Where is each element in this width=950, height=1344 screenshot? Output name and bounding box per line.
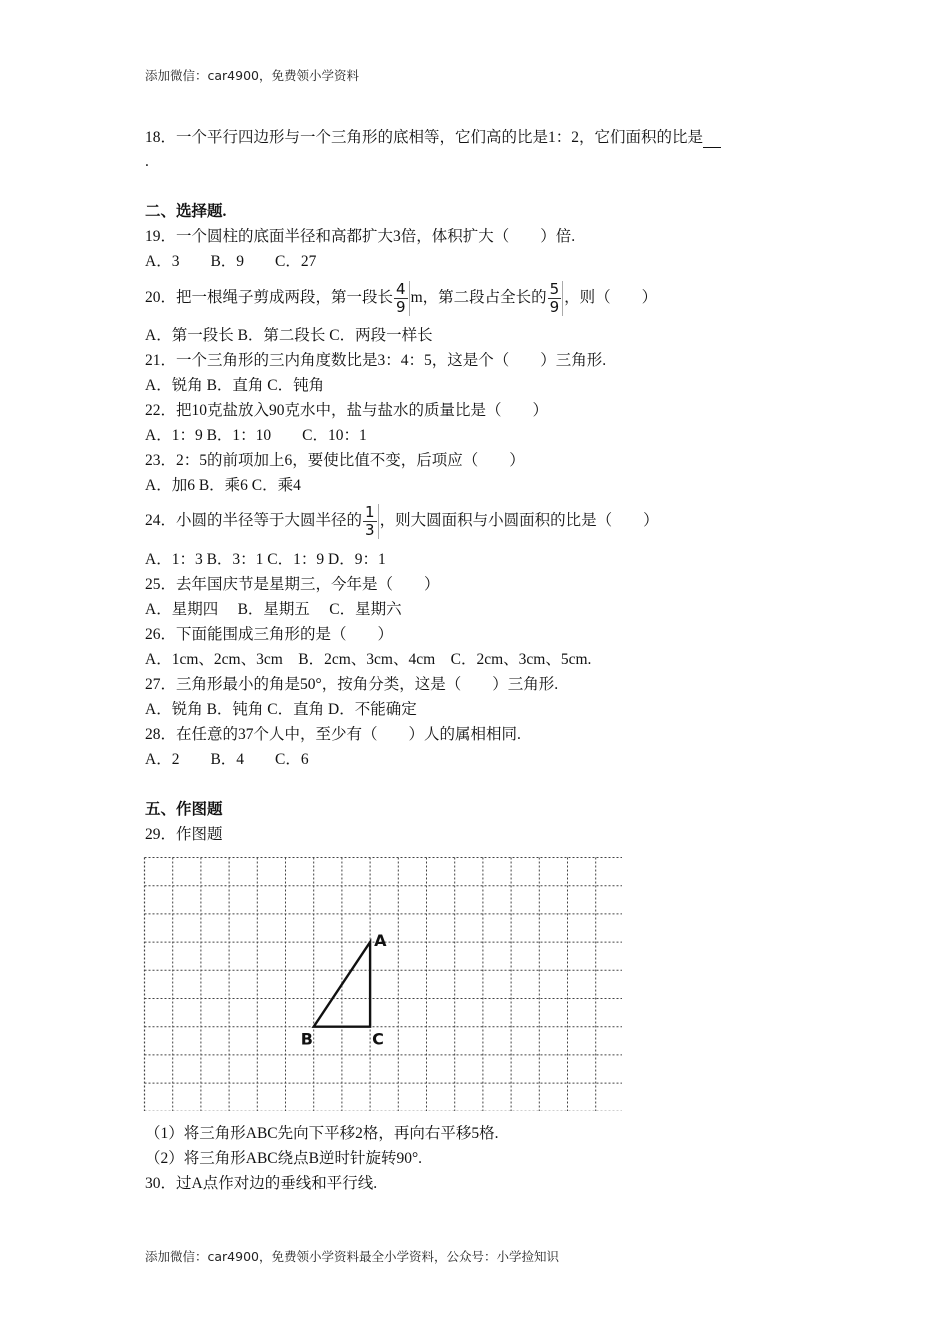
question-29-sub2: （2）将三角形ABC绕点B逆时针旋转90°.: [145, 1150, 423, 1167]
fraction-five-ninths: [548, 281, 564, 316]
question-27-options: A．锐角 B．钝角 C．直角 D．不能确定: [145, 701, 417, 718]
question-23-options: A．加6 B．乘6 C．乘4: [145, 477, 301, 494]
question-28-options: A．2 B．4 C．6: [145, 751, 309, 768]
question-28-stem: 28．在任意的37个人中，至少有（ ）人的属相相同.: [145, 726, 521, 743]
question-29-title: 29．作图题: [145, 826, 223, 843]
fraction-numerator: 1: [365, 502, 375, 521]
question-22-stem: 22．把10克盐放入90克水中，盐与盐水的质量比是（ ）: [145, 402, 549, 419]
section-title-drawing: 五、作图题: [145, 801, 223, 818]
question-22-options: A．1：9 B．1：10 C．10：1: [145, 427, 367, 444]
vertex-label-a: A: [374, 931, 387, 951]
question-21-stem: 21．一个三角形的三内角度数比是3：4：5，这是个（ ）三角形.: [145, 352, 607, 369]
fraction-denominator: 9: [549, 297, 560, 316]
question-24-options: A．1：3 B．3：1 C．1：9 D．9：1: [145, 551, 386, 568]
grid-figure: [143, 856, 622, 1111]
question-18-text: 18．一个平行四边形与一个三角形的底相等，它们高的比是1：2，它们面积的比是: [145, 129, 704, 146]
section-title-choice: 二、选择题.: [145, 203, 227, 220]
fraction-numerator: 4: [396, 279, 406, 298]
answer-blank: [703, 131, 721, 148]
question-24-stem: [145, 501, 659, 541]
question-29-sub1: （1）将三角形ABC先向下平移2格，再向右平移5格.: [145, 1125, 499, 1142]
page-header: 添加微信：car4900，免费领小学资料: [145, 68, 359, 83]
question-20-part2: m，第二段占全长的: [410, 289, 547, 306]
question-20-stem: [145, 278, 657, 318]
fraction-four-ninths: [394, 281, 410, 316]
question-20-part3: ，则（ ）: [564, 289, 658, 306]
fraction-numerator: 5: [549, 279, 560, 298]
question-19-stem: 19．一个圆柱的底面半径和高都扩大3倍，体积扩大（ ）倍.: [145, 228, 576, 245]
vertex-label-b: B: [300, 1029, 313, 1049]
question-24-part2: ，则大圆面积与小圆面积的比是（ ）: [379, 512, 659, 529]
question-30-stem: 30．过A点作对边的垂线和平行线.: [145, 1175, 378, 1192]
question-27-stem: 27．三角形最小的角是50°，按角分类，这是（ ）三角形.: [145, 676, 559, 693]
question-21-options: A．锐角 B．直角 C．钝角: [145, 377, 325, 394]
question-19-options: A．3 B．9 C．27: [145, 253, 317, 270]
question-25-options: A．星期四 B．星期五 C．星期六: [145, 601, 402, 618]
question-26-stem: 26．下面能围成三角形的是（ ）: [145, 626, 394, 643]
question-24-part1: 24．小圆的半径等于大圆半径的: [145, 512, 363, 529]
fraction-denominator: 3: [365, 520, 375, 539]
fraction-denominator: 9: [396, 297, 406, 316]
fraction-one-third: [363, 504, 379, 539]
question-23-stem: 23．2：5的前项加上6，要使比值不变，后项应（ ）: [145, 452, 525, 469]
question-20-part1: 20．把一根绳子剪成两段，第一段长: [145, 289, 394, 306]
vertex-label-c: C: [372, 1029, 384, 1049]
question-18: [145, 128, 721, 148]
question-26-options: A．1cm、2cm、3cm B．2cm、3cm、4cm C．2cm、3cm、5cm.: [145, 651, 592, 668]
question-18-trailing-period: .: [145, 153, 149, 170]
page-footer: 添加微信：car4900，免费领小学资料最全小学资料，公众号：小学捡知识: [145, 1249, 559, 1264]
question-25-stem: 25．去年国庆节是星期三，今年是（ ）: [145, 576, 440, 593]
question-20-options: A．第一段长 B．第二段长 C．两段一样长: [145, 327, 433, 344]
